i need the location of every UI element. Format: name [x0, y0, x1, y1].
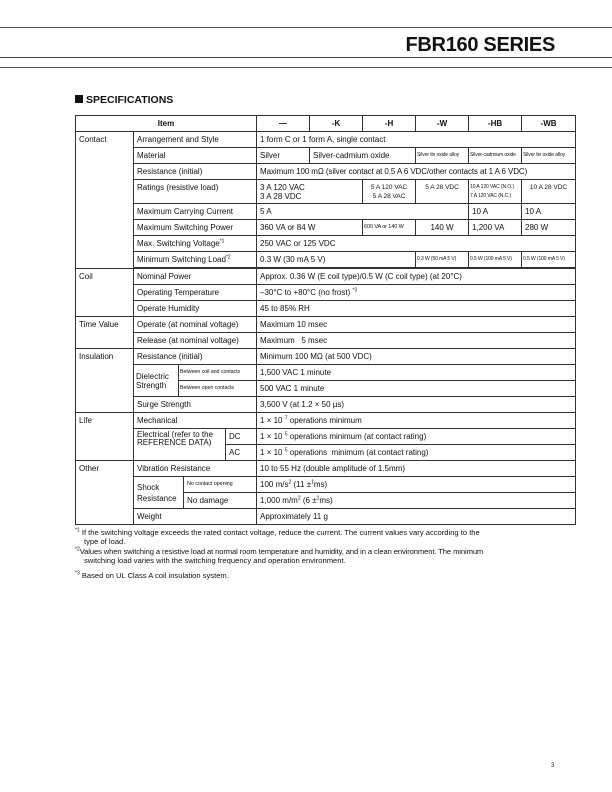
- row-label: Operate Humidity: [134, 301, 257, 317]
- table-row: [76, 252, 576, 268]
- row-value: 1 form C or 1 form A, single contact: [257, 132, 576, 148]
- group-insulation: Insulation: [76, 349, 134, 413]
- cell-value: 1,200 VA: [469, 220, 522, 236]
- cell-value: 280 W: [522, 220, 576, 236]
- footnote-text: type of load.: [84, 537, 126, 546]
- cell-value: 600 VA or 140 W: [363, 220, 416, 236]
- label-text: Max. Switching Voltage: [137, 239, 220, 248]
- footnote-text: Values when switching a resistive load at normal room temperature and humidity, and in a clean environment. The minimum: [79, 547, 484, 556]
- page-number: 3: [551, 763, 555, 769]
- sub-label: Between coil and contacts: [179, 365, 257, 381]
- cell-value: [469, 180, 522, 204]
- row-label: Mechanical: [134, 413, 257, 429]
- cell-value: 0.5 W (100 mA 5 V): [469, 252, 522, 268]
- square-bullet-icon: [75, 95, 83, 103]
- row-value: 45 to 85% RH: [257, 301, 576, 317]
- cell-value: 0.5 W (100 mA 5 V): [522, 252, 576, 268]
- row-label: Weight: [134, 509, 257, 525]
- cell-value: 360 VA or 84 W: [257, 220, 363, 236]
- footnote-3: [75, 571, 575, 580]
- cell-value: Silver-cadmium oxide: [310, 148, 416, 164]
- row-value: 10 to 55 Hz (double amplitude of 1.5mm): [257, 461, 576, 477]
- row-label: Vibration Resistance: [134, 461, 257, 477]
- value-text: 1 × 10: [260, 448, 283, 457]
- table-row: [76, 236, 576, 252]
- exponent: 2: [288, 479, 292, 486]
- row-label: Arrangement and Style: [134, 132, 257, 148]
- value-text: operations minimum: [287, 416, 362, 425]
- table-row: [76, 180, 576, 204]
- exponent: 7: [284, 415, 288, 422]
- cell-value: 0.3 W (50 mA 5 V): [416, 252, 469, 268]
- label-text: Minimum Switching Load: [137, 255, 226, 264]
- rating-line: 3 A 28 VDC: [260, 192, 302, 201]
- value-text: 1 × 10: [260, 416, 283, 425]
- row-value: 3,500 V (at 1.2 × 50 µs): [257, 397, 576, 413]
- section-title: SPECIFICATIONS: [86, 94, 174, 106]
- footnote-mark: *3: [75, 570, 80, 577]
- section-heading: [75, 94, 173, 106]
- value-text: –30°C to +80°C (no frost): [260, 288, 351, 297]
- exponent: 5: [284, 447, 288, 454]
- table-row: [76, 397, 576, 413]
- row-label: Maximum Switching Power: [134, 220, 257, 236]
- rating-line: 5 A 28 VAC: [372, 193, 406, 200]
- header-h: -H: [363, 116, 416, 132]
- footnote-text: If the switching voltage exceeds the rated contact voltage, reduce the current. The current values vary according to the: [79, 528, 480, 537]
- header-w: -W: [416, 116, 469, 132]
- cell-value: Silver tin oxide alloy: [416, 148, 469, 164]
- row-value: Maximum 10 msec: [257, 317, 576, 333]
- rating-line: 5 A 120 VAC: [370, 184, 408, 191]
- footnote-text: switching load varies with the switching frequency and operation environment.: [84, 556, 346, 565]
- header-rule-middle: [0, 57, 612, 58]
- row-value: Approximately 11 g: [257, 509, 576, 525]
- row-label: Operate (at nominal voltage): [134, 317, 257, 333]
- row-value: 250 VAC or 125 VDC: [257, 236, 576, 252]
- table-row: [76, 317, 576, 333]
- value-text: (6 ±: [300, 496, 317, 505]
- table-row: [76, 429, 576, 445]
- exponent: 2: [297, 495, 301, 502]
- value-text: 1 × 10: [260, 432, 283, 441]
- row-value: [257, 429, 576, 445]
- row-value: [257, 493, 576, 509]
- row-label: Surge Strength: [134, 397, 257, 413]
- cell-value: [363, 180, 416, 204]
- sub-label: AC: [226, 445, 257, 461]
- table-row: [76, 333, 576, 349]
- row-label: Resistance (initial): [134, 349, 257, 365]
- sub-label: No damage: [184, 493, 257, 509]
- header-rule-top: [0, 27, 612, 28]
- row-label: Ratings (resistive load): [134, 180, 257, 204]
- cell-value: 10 A: [522, 204, 576, 220]
- header-standard: —: [257, 116, 310, 132]
- footnote-ref: *2: [225, 254, 231, 261]
- header-rule-bottom: [0, 67, 612, 68]
- cell-value: Silver tin oxide alloy: [522, 148, 576, 164]
- table-row: [76, 269, 576, 285]
- exponent: 5: [284, 431, 288, 438]
- row-label: [134, 252, 257, 268]
- table-row: [76, 413, 576, 429]
- header-k: -K: [310, 116, 363, 132]
- cell-value: 10 A: [469, 204, 522, 220]
- specifications-table: [75, 115, 576, 525]
- cell-value: 140 W: [416, 220, 469, 236]
- footnote-ref: *3: [352, 287, 358, 294]
- row-label: Nominal Power: [134, 269, 257, 285]
- value-text: operations minimum (at contact rating): [287, 432, 427, 441]
- row-value: Approx. 0.36 W (E coil type)/0.5 W (C coil type) (at 20°C): [257, 269, 576, 285]
- table-row: [76, 220, 576, 236]
- header-hb: -HB: [469, 116, 522, 132]
- cell-value: Silver: [257, 148, 310, 164]
- header-wb: -WB: [522, 116, 576, 132]
- cell-value: 5 A 28 VDC: [416, 180, 469, 204]
- row-value: [257, 477, 576, 493]
- row-value: Maximum 5 msec: [257, 333, 576, 349]
- group-other: Other: [76, 461, 134, 525]
- row-value: [257, 445, 576, 461]
- row-label: Material: [134, 148, 257, 164]
- page-title: FBR160 SERIES: [405, 34, 555, 56]
- table-row: [76, 285, 576, 301]
- footnote-ref: *1: [219, 238, 225, 245]
- cell-value: 0.3 W (30 mA 5 V): [257, 252, 416, 268]
- group-contact: Contact: [76, 132, 134, 269]
- footnote-mark: *2: [75, 546, 80, 553]
- exponent: 1: [316, 495, 320, 502]
- value-text: 100 m/s: [260, 480, 289, 489]
- row-label: [134, 236, 257, 252]
- footnote-1: [75, 528, 575, 546]
- table-row: [76, 461, 576, 477]
- table-row: [76, 164, 576, 180]
- row-label: Operating Temperature: [134, 285, 257, 301]
- row-label: Dielectric Strength: [134, 365, 179, 397]
- exponent: 1: [311, 479, 314, 486]
- footnote-mark: *1: [75, 527, 80, 534]
- row-value: 500 VAC 1 minute: [257, 381, 576, 397]
- row-value: Minimum 100 MΩ (at 500 VDC): [257, 349, 576, 365]
- sub-label: DC: [226, 429, 257, 445]
- value-text: ms): [319, 496, 333, 505]
- rating-line: 3 A 120 VAC: [260, 183, 305, 192]
- row-label: Maximum Carrying Current: [134, 204, 257, 220]
- footnote-2: [75, 547, 575, 565]
- row-label: Shock Resistance: [134, 477, 184, 509]
- sub-label: Between open contacts: [179, 381, 257, 397]
- row-label: Resistance (initial): [134, 164, 257, 180]
- sub-label: No contact opening: [184, 477, 257, 493]
- value-text: 1,000 m/m: [260, 496, 298, 505]
- cell-value: 10 A 28 VDC: [522, 180, 576, 204]
- value-text: operations minimum (at contact rating): [287, 448, 429, 457]
- rating-line: 10 A 120 VAC (N.O.): [470, 184, 514, 190]
- table-row: [76, 204, 576, 220]
- table-row: [76, 365, 576, 381]
- table-header-row: [76, 116, 576, 132]
- row-value: [257, 285, 576, 301]
- value-text: (11 ±: [291, 480, 312, 489]
- table-row: [76, 477, 576, 493]
- row-label: Release (at nominal voltage): [134, 333, 257, 349]
- row-value: [257, 413, 576, 429]
- value-text: ms): [313, 480, 328, 489]
- group-time-value: Time Value: [76, 317, 134, 349]
- row-value: Maximum 100 mΩ (silver contact at 0.5 A 6 VDC/other contacts at 1 A 6 VDC): [257, 164, 576, 180]
- cell-value: Silver-cadmium oxide: [469, 148, 522, 164]
- footnote-text: Based on UL Class A coil insulation system.: [79, 571, 229, 580]
- table-row: [76, 509, 576, 525]
- row-label: Electrical (refer to the REFERENCE DATA): [134, 429, 226, 461]
- header-item: Item: [76, 116, 257, 132]
- table-row: [76, 349, 576, 365]
- table-row: [76, 132, 576, 148]
- rating-line: 7 A 120 VAC (N.C.): [470, 193, 511, 199]
- cell-value: 5 A: [257, 204, 469, 220]
- cell-value: [257, 180, 363, 204]
- row-value: 1,500 VAC 1 minute: [257, 365, 576, 381]
- group-coil: Coil: [76, 269, 134, 317]
- table-row: [76, 301, 576, 317]
- table-row: [76, 148, 576, 164]
- group-life: Life: [76, 413, 134, 461]
